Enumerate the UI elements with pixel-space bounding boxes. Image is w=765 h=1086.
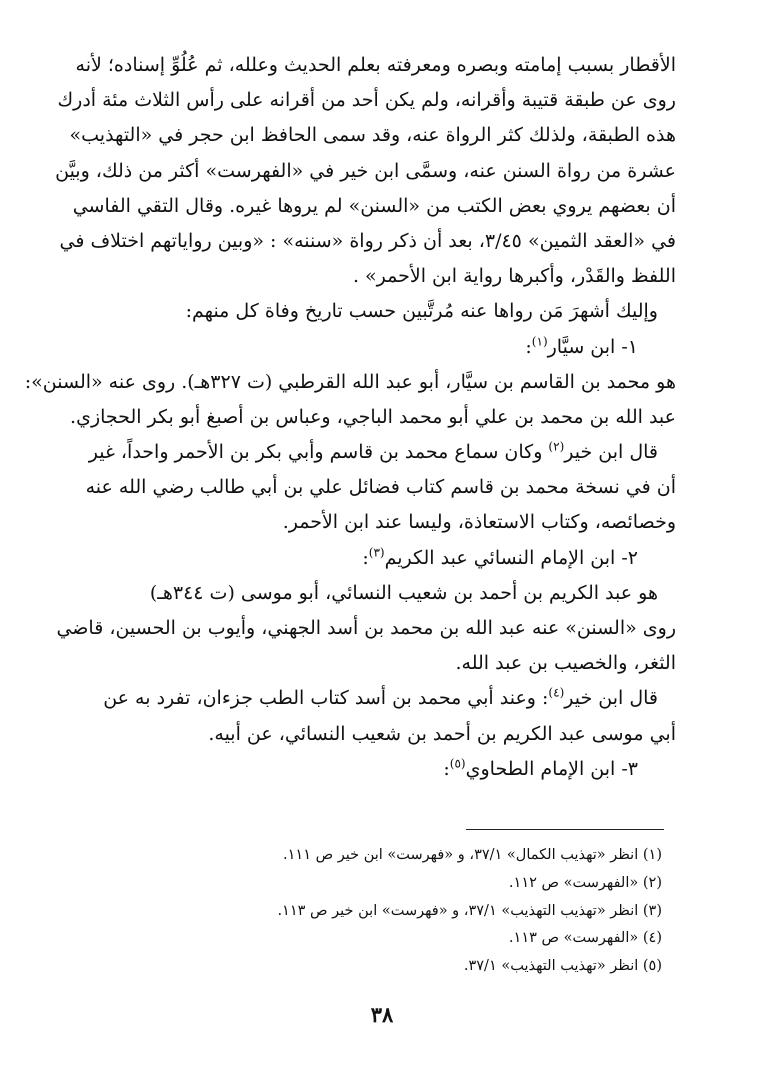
body-line: هو عبد الكريم بن أحمد بن شعيب النسائي، أبو موسى (ت ٣٤٤هـ) xyxy=(149,581,658,604)
quote-start: قال ابن خير xyxy=(564,687,658,710)
footnote: (٢) «الفهرست» ص ١١٢. xyxy=(508,874,662,891)
body-line: هذه الطبقة، ولذلك كثر الرواة عنه، وقد سمى الحافظ ابن حجر في «التهذيب» xyxy=(69,124,676,147)
item-heading-text: ١- ابن سيَّار xyxy=(547,335,638,358)
item-heading-2: ٢- ابن الإمام النسائي عبد الكريم$^{(٣)}$: xyxy=(362,545,638,569)
intro-line: وإليك أشهرَ مَن رواها عنه مُرتَّبين حسب تاريخ وفاة كل منهم: xyxy=(185,300,658,323)
quote-rest: : وعند أبي محمد بن أسد كتاب الطب جزءان، تفرد به عن xyxy=(103,687,549,710)
body-line: روى عن طبقة قتيبة وأقرانه، ولم يكن أحد من أقرانه على رأس الثلاث مئة أدرك xyxy=(57,89,676,112)
footnote: (٣) انظر «تهذيب التهذيب» ٣٧/١، و «فهرست» ابن خير ص ١١٣. xyxy=(277,902,662,919)
footnote-mark: (٥) xyxy=(449,756,466,771)
footnote-mark: (١) xyxy=(531,334,548,349)
body-line: في «العقد الثمين» ٣/٤٥، بعد أن ذكر رواة «سننه» : «وبين رواياتهم اختلاف في xyxy=(59,229,676,252)
body-line: هو محمد بن القاسم بن سيَّار، أبو عبد الله القرطبي (ت ٣٢٧هـ). روى عنه «السنن»: xyxy=(24,370,676,393)
quote-start: قال ابن خير xyxy=(564,441,658,464)
item-heading-3: ٣- ابن الإمام الطحاوي$^{(٥)}$: xyxy=(443,756,638,780)
main-text xyxy=(24,48,676,787)
quote-line xyxy=(88,435,676,470)
body-line: أن بعضهم يروي بعض الكتب من «السنن» لم يروها غيره. وقال التقي الفاسي xyxy=(72,194,676,217)
footnotes xyxy=(200,842,662,981)
footnote-mark: (٣) xyxy=(368,545,385,560)
body-line: عبد الله بن محمد بن علي أبو محمد الباجي، وعباس بن أصبغ أبو بكر الحجازي. xyxy=(70,405,676,428)
body-line: اللفظ والقَدْر، وأكبرها رواية ابن الأحمر» . xyxy=(352,265,676,288)
page-number: ٣٨ xyxy=(370,1002,394,1027)
quote-line xyxy=(92,681,676,716)
footnote-divider xyxy=(466,829,664,830)
item-heading-text: ٢- ابن الإمام النسائي عبد الكريم xyxy=(384,546,638,569)
body-line: روى «السنن» عنه عبد الله بن محمد بن أسد الجهني، وأيوب بن الحسين، قاضي xyxy=(56,617,676,639)
item-heading-1: ١- ابن سيَّار$^{(١)}$: xyxy=(525,334,638,358)
footnote: (٥) انظر «تهذيب التهذيب» ٣٧/١. xyxy=(463,958,662,975)
body-line: أبي موسى عبد الكريم بن أحمد بن شعيب النسائي، عن أبيه. xyxy=(208,722,676,745)
footnote-mark: (٤) xyxy=(548,686,565,701)
quote-rest: وكان سماع محمد بن قاسم وأبي بكر بن الأحمر واحداً، غير xyxy=(88,441,549,464)
body-line: عشرة من رواة السنن عنه، وسمَّى ابن خير في «الفهرست» أكثر من ذلك، وبيَّن xyxy=(55,159,676,182)
body-line: الأقطار بسبب إمامته وبصره ومعرفته بعلم الحديث وعلله، ثم عُلُوِّ إسناده؛ لأنه xyxy=(75,54,676,76)
footnote: (١) انظر «تهذيب الكمال» ٣٧/١، و «فهرست» ابن خير ص ١١١. xyxy=(283,847,662,863)
body-line: أن في نسخة محمد بن قاسم كتاب فضائل علي بن أبي طالب رضي الله عنه xyxy=(85,476,676,499)
body-line: الثغر، والخصيب بن عبد الله. xyxy=(455,652,676,675)
body-line: وخصائصه، وكتاب الاستعاذة، وليسا عند ابن الأحمر. xyxy=(282,511,676,534)
footnote: (٤) «الفهرست» ص ١١٣. xyxy=(508,930,662,947)
footnote-mark: (٢) xyxy=(548,439,565,454)
item-heading-text: ٣- ابن الإمام الطحاوي xyxy=(465,757,638,780)
